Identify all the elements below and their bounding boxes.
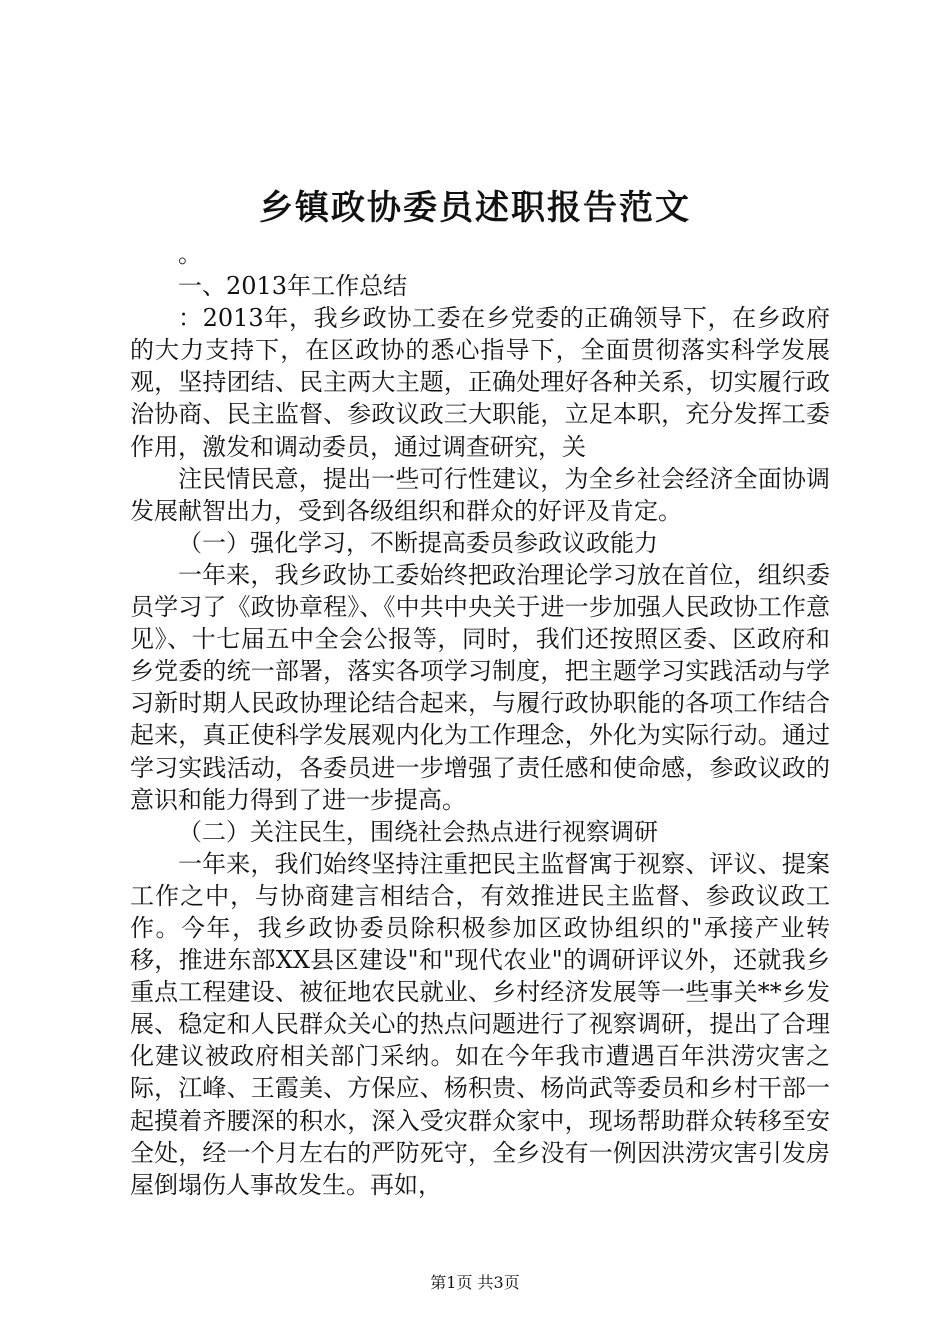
paragraph-period: 。	[178, 240, 202, 268]
section-heading-summary: 一、2013年工作总结	[178, 272, 408, 301]
subsection-heading-livelihood: （二）关注民生，围绕社会热点进行视察调研	[178, 817, 658, 846]
paragraph-intro: ：2013年，我乡政协工委在乡党委的正确领导下，在乡政府的大力支持下，在区政协的悉心指导下，全面贯彻落实科学发展观，坚持团结、民主两大主题，正确处理好各种关系，切实履行政治协商、民主监督、参政议政三大职能，立足本职，充分发挥工委作用，激发和调动委员，通过调查研究，关	[130, 304, 830, 461]
paragraph-livelihood: 一年来，我们始终坚持注重把民主监督寓于视察、评议、提案工作之中，与协商建言相结合，有效推进民主监督、参政议政工作。今年，我乡政协委员除积极参加区政协组织的"承接产业转移，推进东部XX县区建设"和"现代农业"的调研评议外，还就我乡重点工程建设、被征地农民就业、乡村经济发展等一些事关**乡发展、稳定和人民群众关心的热点问题进行了视察调研，提出了合理化建议被政府相关部门采纳。如在今年我市遭遇百年洪涝灾害之际，江峰、王霞美、方保应、杨积贵、杨尚武等委员和乡村干部一起摸着齐腰深的积水，深入受灾群众家中，现场帮助群众转移至安全处，经一个月左右的严防死守，全乡没有一例因洪涝灾害引发房屋倒塌伤人事故发生。再如，	[130, 849, 830, 1199]
page-number-footer: 第1页 共3页	[430, 1273, 520, 1292]
paragraph-study: 一年来，我乡政协工委始终把政治理论学习放在首位，组织委员学习了《政协章程》、《中共中央关于进一步加强人民政协工作意见》、十七届五中全会公报等，同时，我们还按照区委、区政府和乡党委的统一部署，落实各项学习制度，把主题学习实践活动与学习新时期人民政协理论结合起来，与履行政协职能的各项工作结合起来，真正使科学发展观内化为工作理念，外化为实际行动。通过学习实践活动，各委员进一步增强了责任感和使命感，参政议政的意识和能力得到了进一步提高。	[130, 560, 830, 814]
document-title: 乡镇政协委员述职报告范文	[259, 188, 691, 228]
subsection-heading-study: （一）强化学习，不断提高委员参政议政能力	[178, 528, 658, 557]
document-body	[130, 238, 830, 1201]
paragraph-intro-cont: 注民情民意，提出一些可行性建议，为全乡社会经济全面协调发展献智出力，受到各级组织和群众的好评及肯定。	[130, 464, 830, 525]
